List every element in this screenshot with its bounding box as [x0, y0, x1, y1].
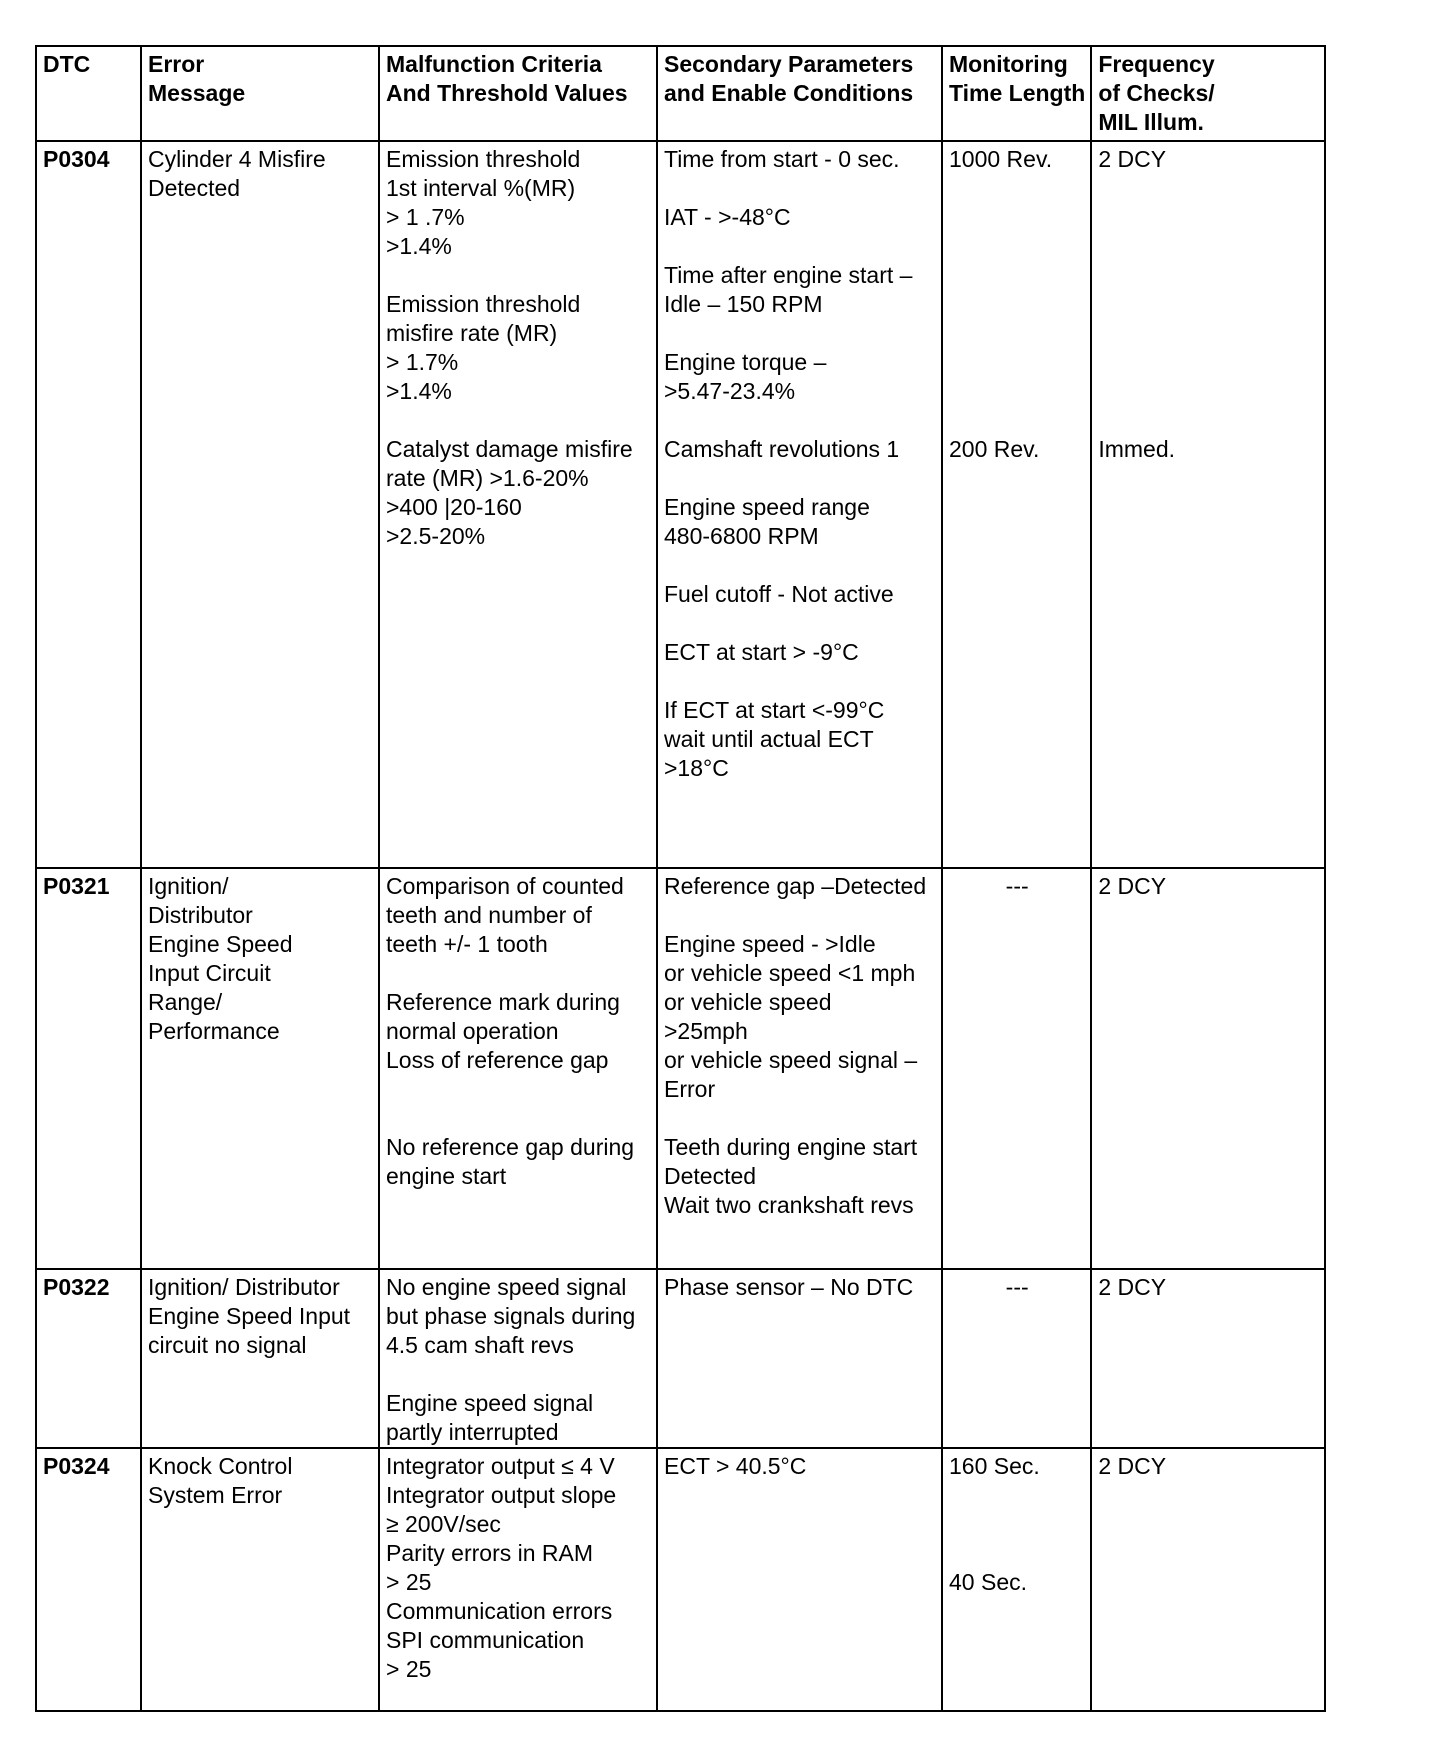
cell-line: 4.5 cam shaft revs [386, 1332, 574, 1358]
cell-line: Reference gap –Detected [664, 873, 927, 899]
cell-line [386, 1104, 651, 1133]
cell-line [949, 232, 1085, 261]
cell-p0324-monitoring-time [942, 1448, 1091, 1711]
cell-line: Engine speed range [664, 494, 870, 520]
cell-line: Malfunction Criteria [386, 51, 602, 77]
cell-line: normal operation [386, 1018, 559, 1044]
cell-p0322-frequency-checks [1091, 1269, 1325, 1448]
cell-p0321-malfunction-criteria [379, 868, 657, 1269]
cell-p0304-monitoring-time [942, 141, 1091, 868]
cell-line [949, 174, 1085, 203]
cell-line [664, 464, 936, 493]
cell-line: >400 |20-160 [386, 494, 522, 520]
cell-line: wait until actual ECT [664, 726, 874, 752]
column-header-frequency-checks [1091, 46, 1325, 141]
table-row-p0321 [36, 868, 1325, 1269]
cell-line: --- [1005, 1274, 1029, 1300]
cell-line: ≥ 200V/sec [386, 1511, 501, 1537]
cell-line: > 1 .7% [386, 204, 465, 230]
cell-line [949, 261, 1085, 290]
cell-line: Ignition/ [148, 873, 229, 899]
cell-line: rate (MR) >1.6-20% [386, 465, 589, 491]
cell-line [664, 1104, 936, 1133]
dtc-table [35, 45, 1326, 1712]
cell-line: P0321 [43, 873, 110, 899]
cell-p0322-dtc [36, 1269, 141, 1448]
cell-line: Message [148, 80, 246, 106]
cell-line: Reference mark during [386, 989, 620, 1015]
cell-line: Integrator output slope [386, 1482, 617, 1508]
cell-line: Engine Speed Input [148, 1303, 351, 1329]
table-body [36, 141, 1325, 1711]
cell-line: Emission threshold [386, 291, 581, 317]
cell-line: 160 Sec. [949, 1453, 1040, 1479]
cell-line: Engine speed - >Idle [664, 931, 876, 957]
cell-line: Engine torque – [664, 349, 827, 375]
cell-line: > 1.7% [386, 349, 459, 375]
cell-p0324-error-message [141, 1448, 379, 1711]
cell-line: Detected [148, 175, 241, 201]
cell-line: DTC [43, 51, 91, 77]
cell-line [1098, 348, 1319, 377]
cell-p0322-secondary-parameters [657, 1269, 942, 1448]
cell-line: >2.5-20% [386, 523, 486, 549]
cell-line: And Threshold Values [386, 80, 628, 106]
cell-line: Wait two crankshaft revs [664, 1192, 914, 1218]
cell-line: > 25 [386, 1569, 432, 1595]
cell-line [1098, 232, 1319, 261]
column-header-secondary-parameters [657, 46, 942, 141]
cell-line: Emission threshold [386, 146, 581, 172]
cell-line [1098, 406, 1319, 435]
cell-line: Frequency [1098, 51, 1215, 77]
cell-line [386, 261, 651, 290]
cell-line: If ECT at start <-99°C [664, 697, 885, 723]
cell-line: Detected [664, 1163, 757, 1189]
cell-line: >5.47-23.4% [664, 378, 796, 404]
cell-line: Input Circuit [148, 960, 271, 986]
cell-p0324-dtc [36, 1448, 141, 1711]
cell-line: teeth and number of [386, 902, 592, 928]
cell-line: No engine speed signal [386, 1274, 627, 1300]
cell-line: ECT at start > -9°C [664, 639, 859, 665]
cell-line: Catalyst damage misfire [386, 436, 633, 462]
cell-line [949, 1539, 1085, 1568]
cell-line: Engine Speed [148, 931, 293, 957]
cell-line: Parity errors in RAM [386, 1540, 594, 1566]
cell-line: Loss of reference gap [386, 1047, 609, 1073]
cell-line [1098, 261, 1319, 290]
cell-line [949, 290, 1085, 319]
cell-line [949, 348, 1085, 377]
table-head [36, 46, 1325, 141]
cell-line: but phase signals during [386, 1303, 636, 1329]
cell-p0322-monitoring-time [942, 1269, 1091, 1448]
cell-line [1098, 203, 1319, 232]
cell-line: No reference gap during [386, 1134, 635, 1160]
cell-p0324-frequency-checks [1091, 1448, 1325, 1711]
cell-p0321-error-message [141, 868, 379, 1269]
cell-line: Integrator output ≤ 4 V [386, 1453, 615, 1479]
cell-line [386, 406, 651, 435]
cell-line [664, 174, 936, 203]
cell-line: 1st interval %(MR) [386, 175, 576, 201]
cell-line: Teeth during engine start [664, 1134, 918, 1160]
cell-p0304-frequency-checks [1091, 141, 1325, 868]
cell-line [664, 406, 936, 435]
cell-p0324-secondary-parameters [657, 1448, 942, 1711]
cell-line: Immed. [1098, 436, 1175, 462]
cell-p0322-error-message [141, 1269, 379, 1448]
cell-line [1098, 319, 1319, 348]
cell-p0304-secondary-parameters [657, 141, 942, 868]
cell-line [664, 551, 936, 580]
cell-line: Comparison of counted [386, 873, 624, 899]
table-row-p0322 [36, 1269, 1325, 1448]
cell-line: >1.4% [386, 378, 452, 404]
cell-line [949, 377, 1085, 406]
cell-line [1098, 290, 1319, 319]
cell-line: Monitoring [949, 51, 1068, 77]
cell-line: SPI communication [386, 1627, 585, 1653]
cell-line [949, 406, 1085, 435]
cell-line: Fuel cutoff - Not active [664, 581, 894, 607]
column-header-dtc [36, 46, 141, 141]
cell-p0324-malfunction-criteria [379, 1448, 657, 1711]
cell-line: and Enable Conditions [664, 80, 914, 106]
cell-p0304-dtc [36, 141, 141, 868]
cell-line: 40 Sec. [949, 1569, 1027, 1595]
cell-line: Time after engine start – [664, 262, 913, 288]
cell-p0321-secondary-parameters [657, 868, 942, 1269]
cell-line: Range/ [148, 989, 223, 1015]
cell-p0321-dtc [36, 868, 141, 1269]
cell-line: Communication errors [386, 1598, 613, 1624]
cell-line: 2 DCY [1098, 873, 1167, 899]
cell-line: engine start [386, 1163, 507, 1189]
cell-line: --- [1005, 873, 1029, 899]
cell-line: 2 DCY [1098, 1453, 1167, 1479]
cell-line: Knock Control [148, 1453, 293, 1479]
cell-line: Distributor [148, 902, 253, 928]
cell-line: partly interrupted [386, 1419, 559, 1445]
cell-line: misfire rate (MR) [386, 320, 558, 346]
cell-line [664, 901, 936, 930]
cell-line: System Error [148, 1482, 283, 1508]
cell-line: >18°C [664, 755, 729, 781]
cell-line: Idle – 150 RPM [664, 291, 823, 317]
cell-line [1098, 174, 1319, 203]
cell-line: Performance [148, 1018, 280, 1044]
cell-line: Time Length [949, 80, 1086, 106]
cell-line: Error [148, 51, 205, 77]
cell-line: >1.4% [386, 233, 452, 259]
cell-line [949, 1510, 1085, 1539]
cell-line [949, 319, 1085, 348]
cell-line: or vehicle speed [664, 989, 832, 1015]
cell-p0321-monitoring-time [942, 868, 1091, 1269]
cell-line [664, 319, 936, 348]
cell-p0321-frequency-checks [1091, 868, 1325, 1269]
cell-p0304-malfunction-criteria [379, 141, 657, 868]
cell-line: 480-6800 RPM [664, 523, 819, 549]
cell-line: P0324 [43, 1453, 110, 1479]
table-row-p0304 [36, 141, 1325, 868]
column-header-monitoring-time [942, 46, 1091, 141]
cell-line [386, 959, 651, 988]
cell-line: Camshaft revolutions 1 [664, 436, 900, 462]
cell-line: circuit no signal [148, 1332, 307, 1358]
cell-line: or vehicle speed signal – [664, 1047, 918, 1073]
header-row [36, 46, 1325, 141]
cell-line: teeth +/- 1 tooth [386, 931, 548, 957]
cell-line: > 25 [386, 1656, 432, 1682]
cell-line [386, 1075, 651, 1104]
cell-line [949, 1481, 1085, 1510]
cell-line [664, 667, 936, 696]
cell-line: Phase sensor – No DTC [664, 1274, 914, 1300]
cell-line: Cylinder 4 Misfire [148, 146, 326, 172]
cell-line: >25mph [664, 1018, 748, 1044]
cell-line [664, 232, 936, 261]
column-header-error-message [141, 46, 379, 141]
cell-line: Engine speed signal [386, 1390, 594, 1416]
cell-line: of Checks/ [1098, 80, 1215, 106]
cell-line: MIL Illum. [1098, 109, 1204, 135]
cell-line: P0322 [43, 1274, 110, 1300]
cell-line: 2 DCY [1098, 146, 1167, 172]
cell-line: 1000 Rev. [949, 146, 1053, 172]
cell-line: Error [664, 1076, 716, 1102]
cell-p0322-malfunction-criteria [379, 1269, 657, 1448]
table-row-p0324 [36, 1448, 1325, 1711]
column-header-malfunction-criteria [379, 46, 657, 141]
cell-line: P0304 [43, 146, 110, 172]
cell-line [949, 203, 1085, 232]
cell-p0304-error-message [141, 141, 379, 868]
cell-line [1098, 377, 1319, 406]
cell-line [386, 1360, 651, 1389]
cell-line [664, 609, 936, 638]
cell-line: Secondary Parameters [664, 51, 914, 77]
cell-line: Time from start - 0 sec. [664, 146, 900, 172]
cell-line: 200 Rev. [949, 436, 1040, 462]
cell-line: Ignition/ Distributor [148, 1274, 340, 1300]
cell-line: or vehicle speed <1 mph [664, 960, 916, 986]
cell-line: IAT - >-48°C [664, 204, 791, 230]
cell-line: 2 DCY [1098, 1274, 1167, 1300]
cell-line: ECT > 40.5°C [664, 1453, 807, 1479]
